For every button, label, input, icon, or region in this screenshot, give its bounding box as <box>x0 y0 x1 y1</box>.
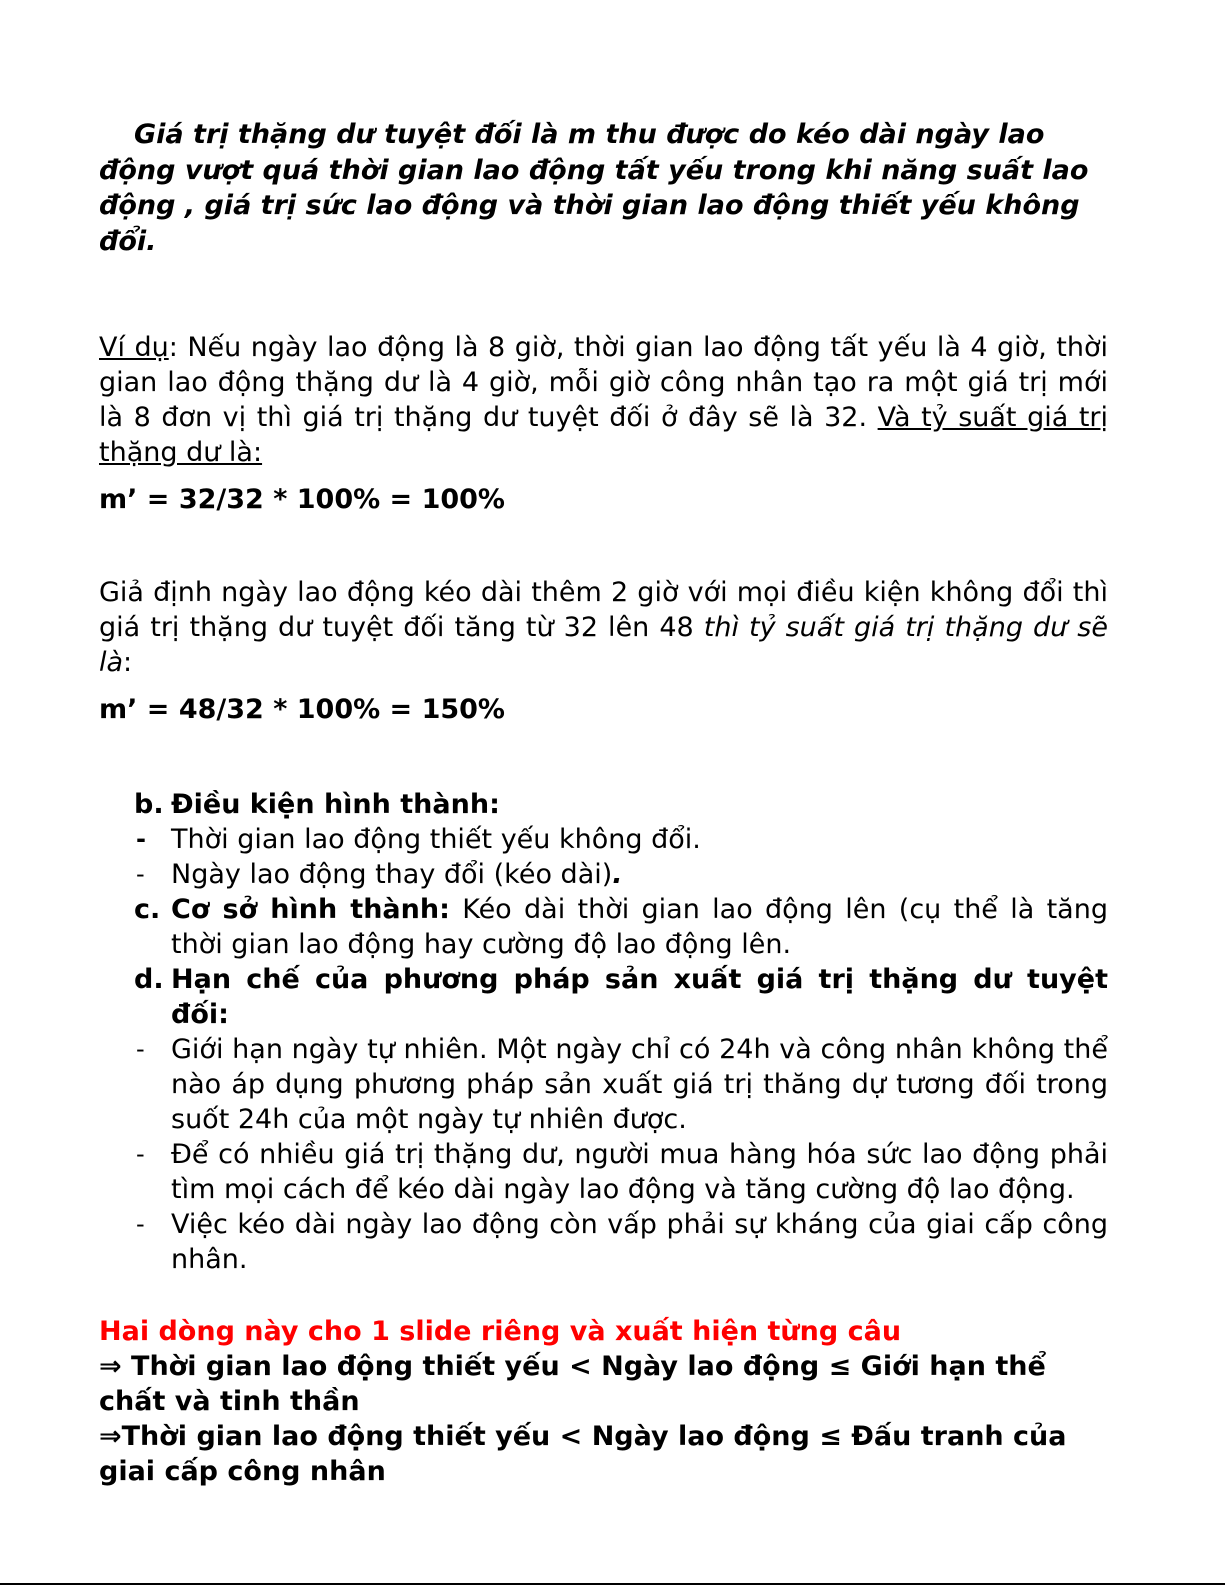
example-paragraph: Ví dụ: Nếu ngày lao động là 8 giờ, thời gian lao động tất yếu là 4 giờ, thời gian lao động thặng dư là 4 giờ, mỗi giờ công nhân tạo ra một giá trị mới là 8 đơn vị thì giá trị thặng dư tuyệt đối ở đây sẽ là 32. Và tỷ suất giá trị thặng dư là: <box>99 332 1109 468</box>
inequality-line-1: ⇒ Thời gian lao động thiết yếu < Ngày lao động ≤ Giới hạn thể chất và tinh thần <box>99 1351 1046 1417</box>
sections-list <box>99 787 1108 1277</box>
example-label: Ví dụ <box>99 332 169 363</box>
section-d-item: - Để có nhiều giá trị thặng dư, người mua hàng hóa sức lao động phải tìm mọi cách để kéo dài ngày lao động và tăng cường độ lao động. <box>136 1139 1108 1205</box>
assumption-body: Giả định ngày lao động kéo dài thêm 2 giờ với mọi điều kiện không đổi thì giá trị thặng dư tuyệt đối tăng từ 32 lên 48 <box>99 577 1108 643</box>
section-c: c. Cơ sở hình thành: Kéo dài thời gian lao động lên (cụ thể là tăng thời gian lao động hay cường độ lao động lên. <box>134 894 1108 960</box>
document-page <box>99 117 1108 1489</box>
formula-150: m’ = 48/32 * 100% = 150% <box>99 694 505 725</box>
inequality-line-2: ⇒Thời gian lao động thiết yếu < Ngày lao động ≤ Đấu tranh của giai cấp công nhân <box>99 1421 1067 1487</box>
intro-definition: Giá trị thặng dư tuyệt đối là m thu được do kéo dài ngày lao động vượt quá thời gian lao động tất yếu trong khi năng suất lao động , giá trị sức lao động và thời gian lao động thiết yếu không đổi. <box>99 119 1089 257</box>
slide-note-red: Hai dòng này cho 1 slide riêng và xuất hiện từng câu <box>99 1316 902 1347</box>
section-d-item: - Việc kéo dài ngày lao động còn vấp phải sự kháng của giai cấp công nhân. <box>136 1209 1108 1275</box>
section-b-heading: b. Điều kiện hình thành: <box>134 789 500 820</box>
formula-100: m’ = 32/32 * 100% = 100% <box>99 484 505 515</box>
example-body: Nếu ngày lao động là 8 giờ, thời gian lao động tất yếu là 4 giờ, thời gian lao động thặng dư là 4 giờ, mỗi giờ công nhân tạo ra một giá trị mới là 8 đơn vị thì giá trị thặng dư tuyệt đối ở đây sẽ là 32. <box>99 332 1108 433</box>
section-c-text: Kéo dài thời gian lao động lên (cụ thể là tăng thời gian lao động hay cường độ lao động lên. <box>171 894 1108 960</box>
section-b-item: - Thời gian lao động thiết yếu không đổi. <box>136 824 701 855</box>
example-underlined-tail: Và tỷ suất giá trị thặng dư là: <box>99 402 1109 468</box>
section-b-item: - Ngày lao động thay đổi (kéo dài). <box>136 859 623 890</box>
section-d-item: - Giới hạn ngày tự nhiên. Một ngày chỉ có 24h và công nhân không thể nào áp dụng phương pháp sản xuất giá trị thăng dự tương đối trong suốt 24h của một ngày tự nhiên được. <box>136 1034 1108 1135</box>
assumption-paragraph: Giả định ngày lao động kéo dài thêm 2 giờ với mọi điều kiện không đổi thì giá trị thặng dư tuyệt đối tăng từ 32 lên 48 thì tỷ suất giá trị thặng dư sẽ là: <box>99 577 1108 678</box>
section-c-title: Cơ sở hình thành: <box>171 894 450 925</box>
section-d-heading: d. Hạn chế của phương pháp sản xuất giá trị thặng dư tuyệt đối: <box>134 964 1108 1030</box>
assumption-italic: thì tỷ suất giá trị thặng dư sẽ là <box>99 612 1108 678</box>
